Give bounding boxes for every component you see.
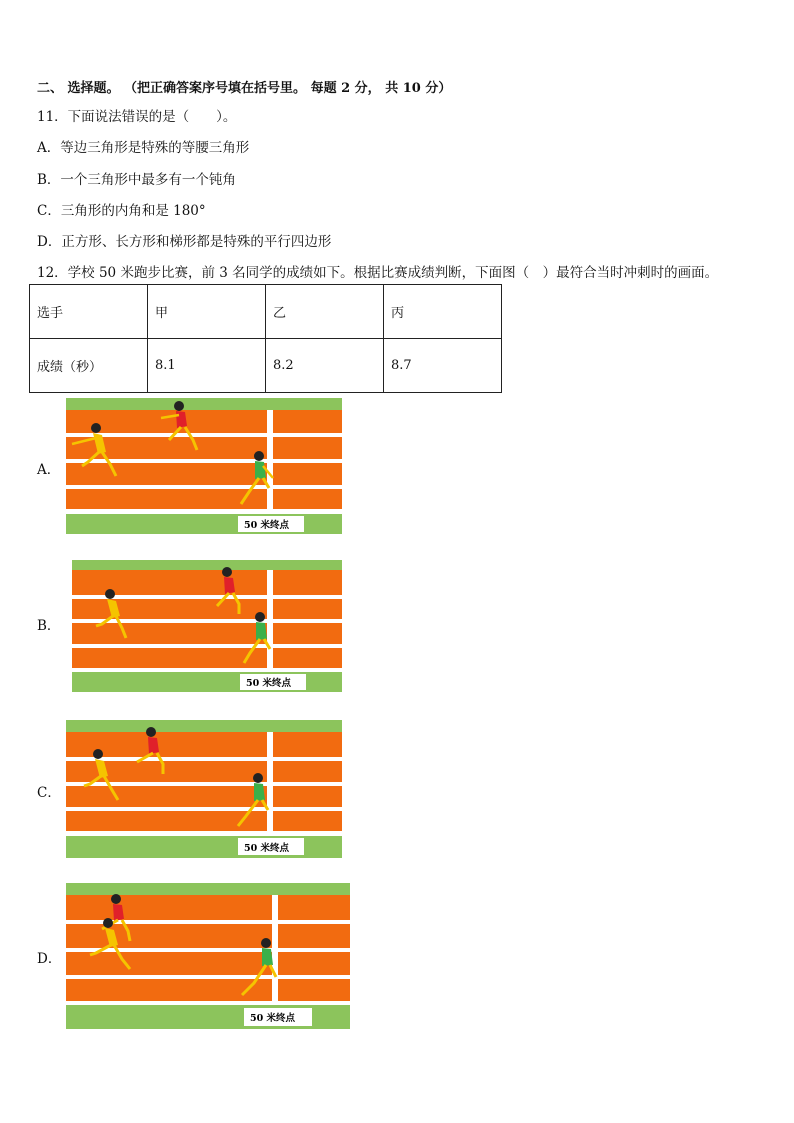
q11-option-d: D．正方形、长方形和梯形都是特殊的平行四边形 bbox=[37, 234, 332, 250]
q11-option-a: A．等边三角形是特殊的等腰三角形 bbox=[37, 140, 250, 156]
table-cell: 8.2 bbox=[266, 339, 384, 393]
q11-option-b: B．一个三角形中最多有一个钝角 bbox=[37, 172, 236, 188]
finish-line-label: 50 米终点 bbox=[244, 843, 290, 854]
table-cell: 8.7 bbox=[384, 339, 502, 393]
q12-option-d-label: D． bbox=[37, 951, 62, 967]
table-header-cell: 丙 bbox=[384, 285, 502, 339]
race-scene-a bbox=[66, 398, 342, 534]
q11-option-c: C．三角形的内角和是 180° bbox=[37, 203, 206, 219]
race-scene-b bbox=[72, 560, 342, 692]
table-row bbox=[30, 285, 502, 339]
finish-line-label: 50 米终点 bbox=[246, 678, 292, 689]
table-row bbox=[30, 339, 502, 393]
table-header-cell: 甲 bbox=[148, 285, 266, 339]
race-scene-d bbox=[66, 883, 350, 1029]
race-scene-c bbox=[66, 720, 342, 858]
table-header-cell: 选手 bbox=[30, 285, 148, 339]
table-cell: 8.1 bbox=[148, 339, 266, 393]
q12-option-a-label: A． bbox=[37, 462, 61, 478]
table-cell: 成绩（秒） bbox=[30, 339, 148, 393]
section-title: 二、 选择题。 （把正确答案序号填在括号里。 每题 2 分， 共 10 分） bbox=[37, 81, 452, 96]
q11-stem: 11．下面说法错误的是（ ）。 bbox=[37, 109, 237, 125]
table-header-cell: 乙 bbox=[266, 285, 384, 339]
q12-option-c-label: C． bbox=[37, 785, 61, 801]
score-table bbox=[29, 284, 502, 393]
q12-stem: 12．学校 50 米跑步比赛，前 3 名同学的成绩如下。根据比赛成绩判断，下面图（ ）最符合当时冲刺时的画面。 bbox=[37, 265, 719, 281]
q12-option-b-label: B． bbox=[37, 618, 61, 634]
finish-line-label: 50 米终点 bbox=[250, 1013, 296, 1024]
finish-line-label: 50 米终点 bbox=[244, 520, 290, 531]
